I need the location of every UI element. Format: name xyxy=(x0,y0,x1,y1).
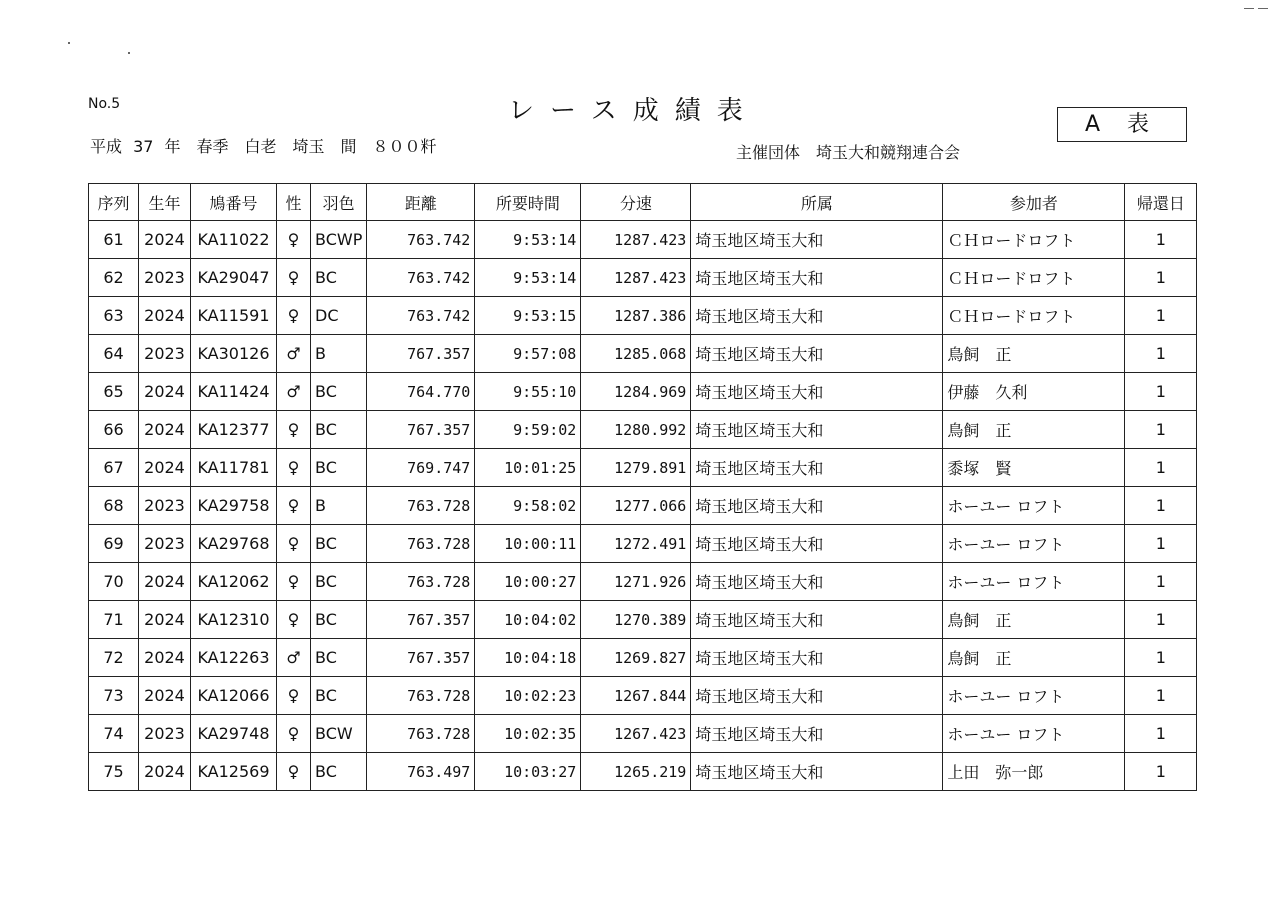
rank-cell: 75 xyxy=(89,753,139,791)
table-row xyxy=(89,525,1197,563)
sex-cell: ♂ xyxy=(277,335,311,373)
year-cell: 2024 xyxy=(139,639,191,677)
return-day-cell: 1 xyxy=(1125,411,1197,449)
time-cell: 10:00:27 xyxy=(475,563,581,601)
owner-cell: 鳥飼 正 xyxy=(943,411,1125,449)
owner-cell: 鳥飼 正 xyxy=(943,601,1125,639)
owner-cell: 黍塚 賢 xyxy=(943,449,1125,487)
distance-cell: 763.728 xyxy=(367,677,475,715)
rank-cell: 74 xyxy=(89,715,139,753)
time-cell: 9:58:02 xyxy=(475,487,581,525)
distance-cell: 763.728 xyxy=(367,487,475,525)
distance-cell: 767.357 xyxy=(367,335,475,373)
rank-cell: 62 xyxy=(89,259,139,297)
time-cell: 9:57:08 xyxy=(475,335,581,373)
page-title: レース成績表 xyxy=(508,96,759,126)
year-cell: 2024 xyxy=(139,373,191,411)
color-cell: BCWP xyxy=(311,221,367,259)
table-row xyxy=(89,753,1197,791)
year-cell: 2024 xyxy=(139,563,191,601)
rank-cell: 64 xyxy=(89,335,139,373)
rank-cell: 70 xyxy=(89,563,139,601)
color-cell: BC xyxy=(311,677,367,715)
owner-cell: ＣＨロードロフト xyxy=(943,297,1125,335)
return-day-cell: 1 xyxy=(1125,297,1197,335)
distance-cell: 763.728 xyxy=(367,715,475,753)
time-cell: 10:04:02 xyxy=(475,601,581,639)
speed-cell: 1267.844 xyxy=(581,677,691,715)
club-cell: 埼玉地区埼玉大和 xyxy=(691,487,943,525)
color-cell: BC xyxy=(311,525,367,563)
table-row xyxy=(89,639,1197,677)
ring-number-cell: KA11591 xyxy=(191,297,277,335)
distance-cell: 767.357 xyxy=(367,639,475,677)
document-number: No.5 xyxy=(88,96,121,112)
distance-cell: 769.747 xyxy=(367,449,475,487)
sex-cell: ♂ xyxy=(277,639,311,677)
sex-cell: ♀ xyxy=(277,525,311,563)
column-header-ring: 鳩番号 xyxy=(191,184,277,221)
scan-speck xyxy=(128,52,130,54)
speed-cell: 1277.066 xyxy=(581,487,691,525)
ring-number-cell: KA30126 xyxy=(191,335,277,373)
rank-cell: 61 xyxy=(89,221,139,259)
header-row xyxy=(89,184,1197,221)
color-cell: B xyxy=(311,335,367,373)
year-cell: 2024 xyxy=(139,753,191,791)
speed-cell: 1287.423 xyxy=(581,221,691,259)
sex-cell: ♀ xyxy=(277,449,311,487)
ring-number-cell: KA12062 xyxy=(191,563,277,601)
owner-cell: ホーユー ロフト xyxy=(943,525,1125,563)
owner-cell: ホーユー ロフト xyxy=(943,677,1125,715)
table-row xyxy=(89,297,1197,335)
table-row xyxy=(89,487,1197,525)
ring-number-cell: KA11022 xyxy=(191,221,277,259)
sex-cell: ♀ xyxy=(277,563,311,601)
rank-cell: 69 xyxy=(89,525,139,563)
rank-cell: 71 xyxy=(89,601,139,639)
ring-number-cell: KA12569 xyxy=(191,753,277,791)
club-cell: 埼玉地区埼玉大和 xyxy=(691,335,943,373)
time-cell: 10:03:27 xyxy=(475,753,581,791)
distance-cell: 767.357 xyxy=(367,411,475,449)
speed-cell: 1287.386 xyxy=(581,297,691,335)
speed-cell: 1280.992 xyxy=(581,411,691,449)
color-cell: B xyxy=(311,487,367,525)
results-table xyxy=(88,183,1197,791)
ring-number-cell: KA29758 xyxy=(191,487,277,525)
table-row xyxy=(89,335,1197,373)
sex-cell: ♀ xyxy=(277,677,311,715)
speed-cell: 1267.423 xyxy=(581,715,691,753)
speed-cell: 1279.891 xyxy=(581,449,691,487)
ring-number-cell: KA12377 xyxy=(191,411,277,449)
club-cell: 埼玉地区埼玉大和 xyxy=(691,677,943,715)
year-cell: 2024 xyxy=(139,677,191,715)
year-cell: 2024 xyxy=(139,601,191,639)
column-header-color: 羽色 xyxy=(311,184,367,221)
owner-cell: 鳥飼 正 xyxy=(943,639,1125,677)
column-header-sex: 性 xyxy=(277,184,311,221)
sex-cell: ♀ xyxy=(277,601,311,639)
time-cell: 10:00:11 xyxy=(475,525,581,563)
color-cell: DC xyxy=(311,297,367,335)
sex-cell: ♀ xyxy=(277,221,311,259)
club-cell: 埼玉地区埼玉大和 xyxy=(691,525,943,563)
distance-cell: 763.742 xyxy=(367,259,475,297)
table-row xyxy=(89,563,1197,601)
club-cell: 埼玉地区埼玉大和 xyxy=(691,373,943,411)
club-cell: 埼玉地区埼玉大和 xyxy=(691,563,943,601)
club-cell: 埼玉地区埼玉大和 xyxy=(691,221,943,259)
color-cell: BC xyxy=(311,373,367,411)
rank-cell: 63 xyxy=(89,297,139,335)
race-info: 平成 37 年 春季 白老 埼玉 間 ８００粁 xyxy=(90,137,437,156)
column-header-club: 所属 xyxy=(691,184,943,221)
return-day-cell: 1 xyxy=(1125,525,1197,563)
column-header-year: 生年 xyxy=(139,184,191,221)
scan-speck xyxy=(1244,8,1254,9)
distance-cell: 763.728 xyxy=(367,563,475,601)
time-cell: 9:59:02 xyxy=(475,411,581,449)
time-cell: 10:01:25 xyxy=(475,449,581,487)
rank-cell: 68 xyxy=(89,487,139,525)
ring-number-cell: KA29748 xyxy=(191,715,277,753)
table-row xyxy=(89,221,1197,259)
rank-cell: 73 xyxy=(89,677,139,715)
owner-cell: 鳥飼 正 xyxy=(943,335,1125,373)
ring-number-cell: KA12263 xyxy=(191,639,277,677)
return-day-cell: 1 xyxy=(1125,639,1197,677)
owner-cell: ホーユー ロフト xyxy=(943,487,1125,525)
year-cell: 2024 xyxy=(139,221,191,259)
distance-cell: 763.728 xyxy=(367,525,475,563)
table-row xyxy=(89,449,1197,487)
return-day-cell: 1 xyxy=(1125,259,1197,297)
return-day-cell: 1 xyxy=(1125,601,1197,639)
return-day-cell: 1 xyxy=(1125,449,1197,487)
rank-cell: 67 xyxy=(89,449,139,487)
time-cell: 10:02:35 xyxy=(475,715,581,753)
table-row xyxy=(89,411,1197,449)
time-cell: 9:53:14 xyxy=(475,259,581,297)
owner-cell: ホーユー ロフト xyxy=(943,563,1125,601)
year-cell: 2023 xyxy=(139,335,191,373)
owner-cell: 伊藤 久利 xyxy=(943,373,1125,411)
color-cell: BC xyxy=(311,259,367,297)
column-header-rank: 序列 xyxy=(89,184,139,221)
sex-cell: ♀ xyxy=(277,297,311,335)
speed-cell: 1285.068 xyxy=(581,335,691,373)
club-cell: 埼玉地区埼玉大和 xyxy=(691,297,943,335)
column-header-time: 所要時間 xyxy=(475,184,581,221)
sex-cell: ♂ xyxy=(277,373,311,411)
column-header-speed: 分速 xyxy=(581,184,691,221)
sex-cell: ♀ xyxy=(277,259,311,297)
results-body xyxy=(89,221,1197,791)
speed-cell: 1272.491 xyxy=(581,525,691,563)
year-cell: 2023 xyxy=(139,715,191,753)
sex-cell: ♀ xyxy=(277,715,311,753)
rank-cell: 72 xyxy=(89,639,139,677)
ring-number-cell: KA29047 xyxy=(191,259,277,297)
color-cell: BCW xyxy=(311,715,367,753)
time-cell: 10:02:23 xyxy=(475,677,581,715)
scan-speck xyxy=(1258,8,1268,9)
speed-cell: 1271.926 xyxy=(581,563,691,601)
return-day-cell: 1 xyxy=(1125,373,1197,411)
sex-cell: ♀ xyxy=(277,753,311,791)
color-cell: BC xyxy=(311,411,367,449)
speed-cell: 1270.389 xyxy=(581,601,691,639)
year-cell: 2024 xyxy=(139,411,191,449)
year-cell: 2023 xyxy=(139,525,191,563)
ring-number-cell: KA11424 xyxy=(191,373,277,411)
owner-cell: ホーユー ロフト xyxy=(943,715,1125,753)
year-cell: 2023 xyxy=(139,259,191,297)
rank-cell: 66 xyxy=(89,411,139,449)
color-cell: BC xyxy=(311,563,367,601)
table-row xyxy=(89,259,1197,297)
sex-cell: ♀ xyxy=(277,411,311,449)
owner-cell: ＣＨロードロフト xyxy=(943,259,1125,297)
speed-cell: 1287.423 xyxy=(581,259,691,297)
speed-cell: 1284.969 xyxy=(581,373,691,411)
club-cell: 埼玉地区埼玉大和 xyxy=(691,411,943,449)
return-day-cell: 1 xyxy=(1125,563,1197,601)
return-day-cell: 1 xyxy=(1125,715,1197,753)
table-row xyxy=(89,373,1197,411)
organizer: 主催団体 埼玉大和競翔連合会 xyxy=(736,143,961,162)
owner-cell: 上田 弥一郎 xyxy=(943,753,1125,791)
time-cell: 9:53:15 xyxy=(475,297,581,335)
year-cell: 2024 xyxy=(139,449,191,487)
column-header-return-day: 帰還日 xyxy=(1125,184,1197,221)
color-cell: BC xyxy=(311,601,367,639)
color-cell: BC xyxy=(311,449,367,487)
time-cell: 9:55:10 xyxy=(475,373,581,411)
column-header-distance: 距離 xyxy=(367,184,475,221)
owner-cell: ＣＨロードロフト xyxy=(943,221,1125,259)
year-cell: 2024 xyxy=(139,297,191,335)
ring-number-cell: KA12310 xyxy=(191,601,277,639)
distance-cell: 767.357 xyxy=(367,601,475,639)
distance-cell: 763.742 xyxy=(367,221,475,259)
rank-cell: 65 xyxy=(89,373,139,411)
year-cell: 2023 xyxy=(139,487,191,525)
return-day-cell: 1 xyxy=(1125,753,1197,791)
return-day-cell: 1 xyxy=(1125,221,1197,259)
return-day-cell: 1 xyxy=(1125,677,1197,715)
speed-cell: 1269.827 xyxy=(581,639,691,677)
club-cell: 埼玉地区埼玉大和 xyxy=(691,601,943,639)
club-cell: 埼玉地区埼玉大和 xyxy=(691,449,943,487)
color-cell: BC xyxy=(311,639,367,677)
return-day-cell: 1 xyxy=(1125,487,1197,525)
ring-number-cell: KA29768 xyxy=(191,525,277,563)
speed-cell: 1265.219 xyxy=(581,753,691,791)
distance-cell: 764.770 xyxy=(367,373,475,411)
table-row xyxy=(89,715,1197,753)
time-cell: 10:04:18 xyxy=(475,639,581,677)
ring-number-cell: KA11781 xyxy=(191,449,277,487)
time-cell: 9:53:14 xyxy=(475,221,581,259)
table-row xyxy=(89,601,1197,639)
table-type-badge: A 表 xyxy=(1057,107,1187,142)
club-cell: 埼玉地区埼玉大和 xyxy=(691,259,943,297)
return-day-cell: 1 xyxy=(1125,335,1197,373)
color-cell: BC xyxy=(311,753,367,791)
club-cell: 埼玉地区埼玉大和 xyxy=(691,715,943,753)
club-cell: 埼玉地区埼玉大和 xyxy=(691,639,943,677)
column-header-owner: 参加者 xyxy=(943,184,1125,221)
distance-cell: 763.742 xyxy=(367,297,475,335)
distance-cell: 763.497 xyxy=(367,753,475,791)
club-cell: 埼玉地区埼玉大和 xyxy=(691,753,943,791)
table-row xyxy=(89,677,1197,715)
sex-cell: ♀ xyxy=(277,487,311,525)
scan-speck xyxy=(68,42,70,44)
ring-number-cell: KA12066 xyxy=(191,677,277,715)
